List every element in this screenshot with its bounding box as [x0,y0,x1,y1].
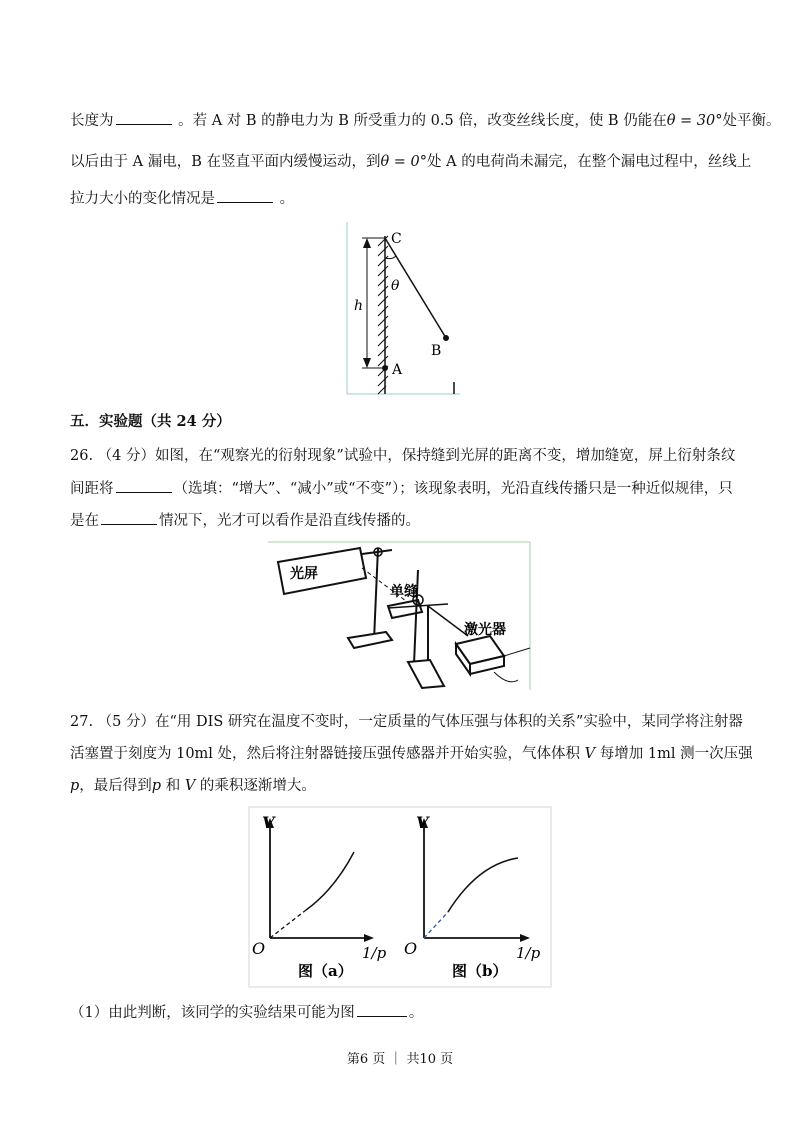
q25-line-3 [70,188,294,209]
q25-pendulum-figure [340,222,470,400]
graph-b-extrapolation [424,912,448,938]
graph-b-x-label: 1/p [516,944,541,962]
graph-b-caption: 图（b） [452,962,508,980]
label-light-screen: 光屏 [290,566,318,582]
q27-text: （1）由此判断，该同学的实验结果可能为图 [70,1005,355,1021]
q25-text: 处平衡。 [722,113,781,129]
label-h: h [354,298,364,314]
q26-line-3 [70,510,420,531]
q27-sub-1 [70,1002,423,1023]
q27-text: 。 [408,1005,424,1021]
q25-text: 以后由于 A 漏电，B 在竖直平面内缓慢运动，到 [70,154,381,170]
q25-text: 。 [279,191,295,207]
q27-line-2 [70,744,753,764]
q27-text: 每增加 1ml 测一次压强 [599,746,753,762]
answer-blank [116,110,172,125]
ball-b [443,335,449,341]
page-footer: 第6 页 ｜ 共10 页 [346,1052,454,1067]
section-heading: 五．实验题（共 24 分） [70,413,231,430]
graph-a [252,813,387,980]
answer-blank [116,478,172,493]
var-p: p [70,778,80,794]
answer-blank [357,1002,407,1017]
label-theta: θ [391,278,400,294]
graph-a-curve [306,852,354,910]
q25-line-2 [70,152,751,172]
label-single-slit: 单缝 [390,584,418,600]
q27-line-1: 27. （5 分）在“用 DIS 研究在温度不变时，一定质量的气体压强与体积的关系”实验中，某同学将注射器 [70,714,743,730]
q26-diffraction-figure [268,540,532,692]
graph-b-origin: O [404,939,418,958]
q26-line-2 [70,478,733,499]
q25-line-1 [70,110,781,131]
answer-blank [217,188,273,203]
graph-a-extrapolation [270,910,306,938]
q26-text: （选填：“增大”、“减小”或“不变”）；该现象表明，光沿直线传播只是一种近似规律，只 [173,481,733,497]
graph-a-x-arrow [364,934,374,942]
theta-0-formula: θ = 0° [380,154,428,170]
graph-a-y-label: V [262,813,275,832]
q25-text: 。若 A 对 B 的静电力为 B 所受重力的 0.5 倍，改变丝线长度，使 B 仍能在 [178,113,667,129]
figure-frame [249,807,551,987]
ball-a [382,365,388,371]
theta-30-formula: θ = 30° [666,113,723,129]
graph-a-origin: O [252,939,266,958]
q27-line-3 [70,776,316,796]
q25-text: 长度为 [70,113,114,129]
label-c: C [391,231,402,247]
var-v: V [184,778,196,794]
q25-text: 处 A 的电荷尚未漏完，在整个漏电过程中，丝线上 [427,154,752,170]
q27-text: ，最后得到 [79,778,152,794]
label-b: B [431,343,442,359]
q27-graphs-figure [248,806,552,988]
var-v: V [584,746,596,762]
q27-text: 活塞置于刻度为 10ml 处，然后将注射器链接压强传感器并开始实验，气体体积 [70,746,581,762]
graph-b-curve [448,858,518,912]
q27-text: 的乘积逐渐增大。 [199,778,316,794]
q27-text: 和 [165,778,181,794]
graph-b [404,813,541,980]
graph-a-x-label: 1/p [362,944,387,962]
graph-b-y-label: V [416,813,429,832]
graph-a-caption: 图（a） [298,962,353,980]
answer-blank [101,510,157,525]
laser-box [456,636,530,682]
label-laser: 激光器 [464,622,506,638]
label-a: A [392,362,403,378]
graph-b-x-arrow [520,934,530,942]
q26-line-1: 26. （4 分）如图，在“观察光的衍射现象”试验中，保持缝到光屏的距离不变，增加缝宽，屏上衍射条纹 [70,448,736,464]
q26-text: 间距将 [70,481,114,497]
q26-text: 是在 [70,513,99,529]
var-p: p [151,778,162,794]
q25-text: 拉力大小的变化情况是 [70,191,215,207]
q26-text: 情况下，光才可以看作是沿直线传播的。 [159,513,420,529]
